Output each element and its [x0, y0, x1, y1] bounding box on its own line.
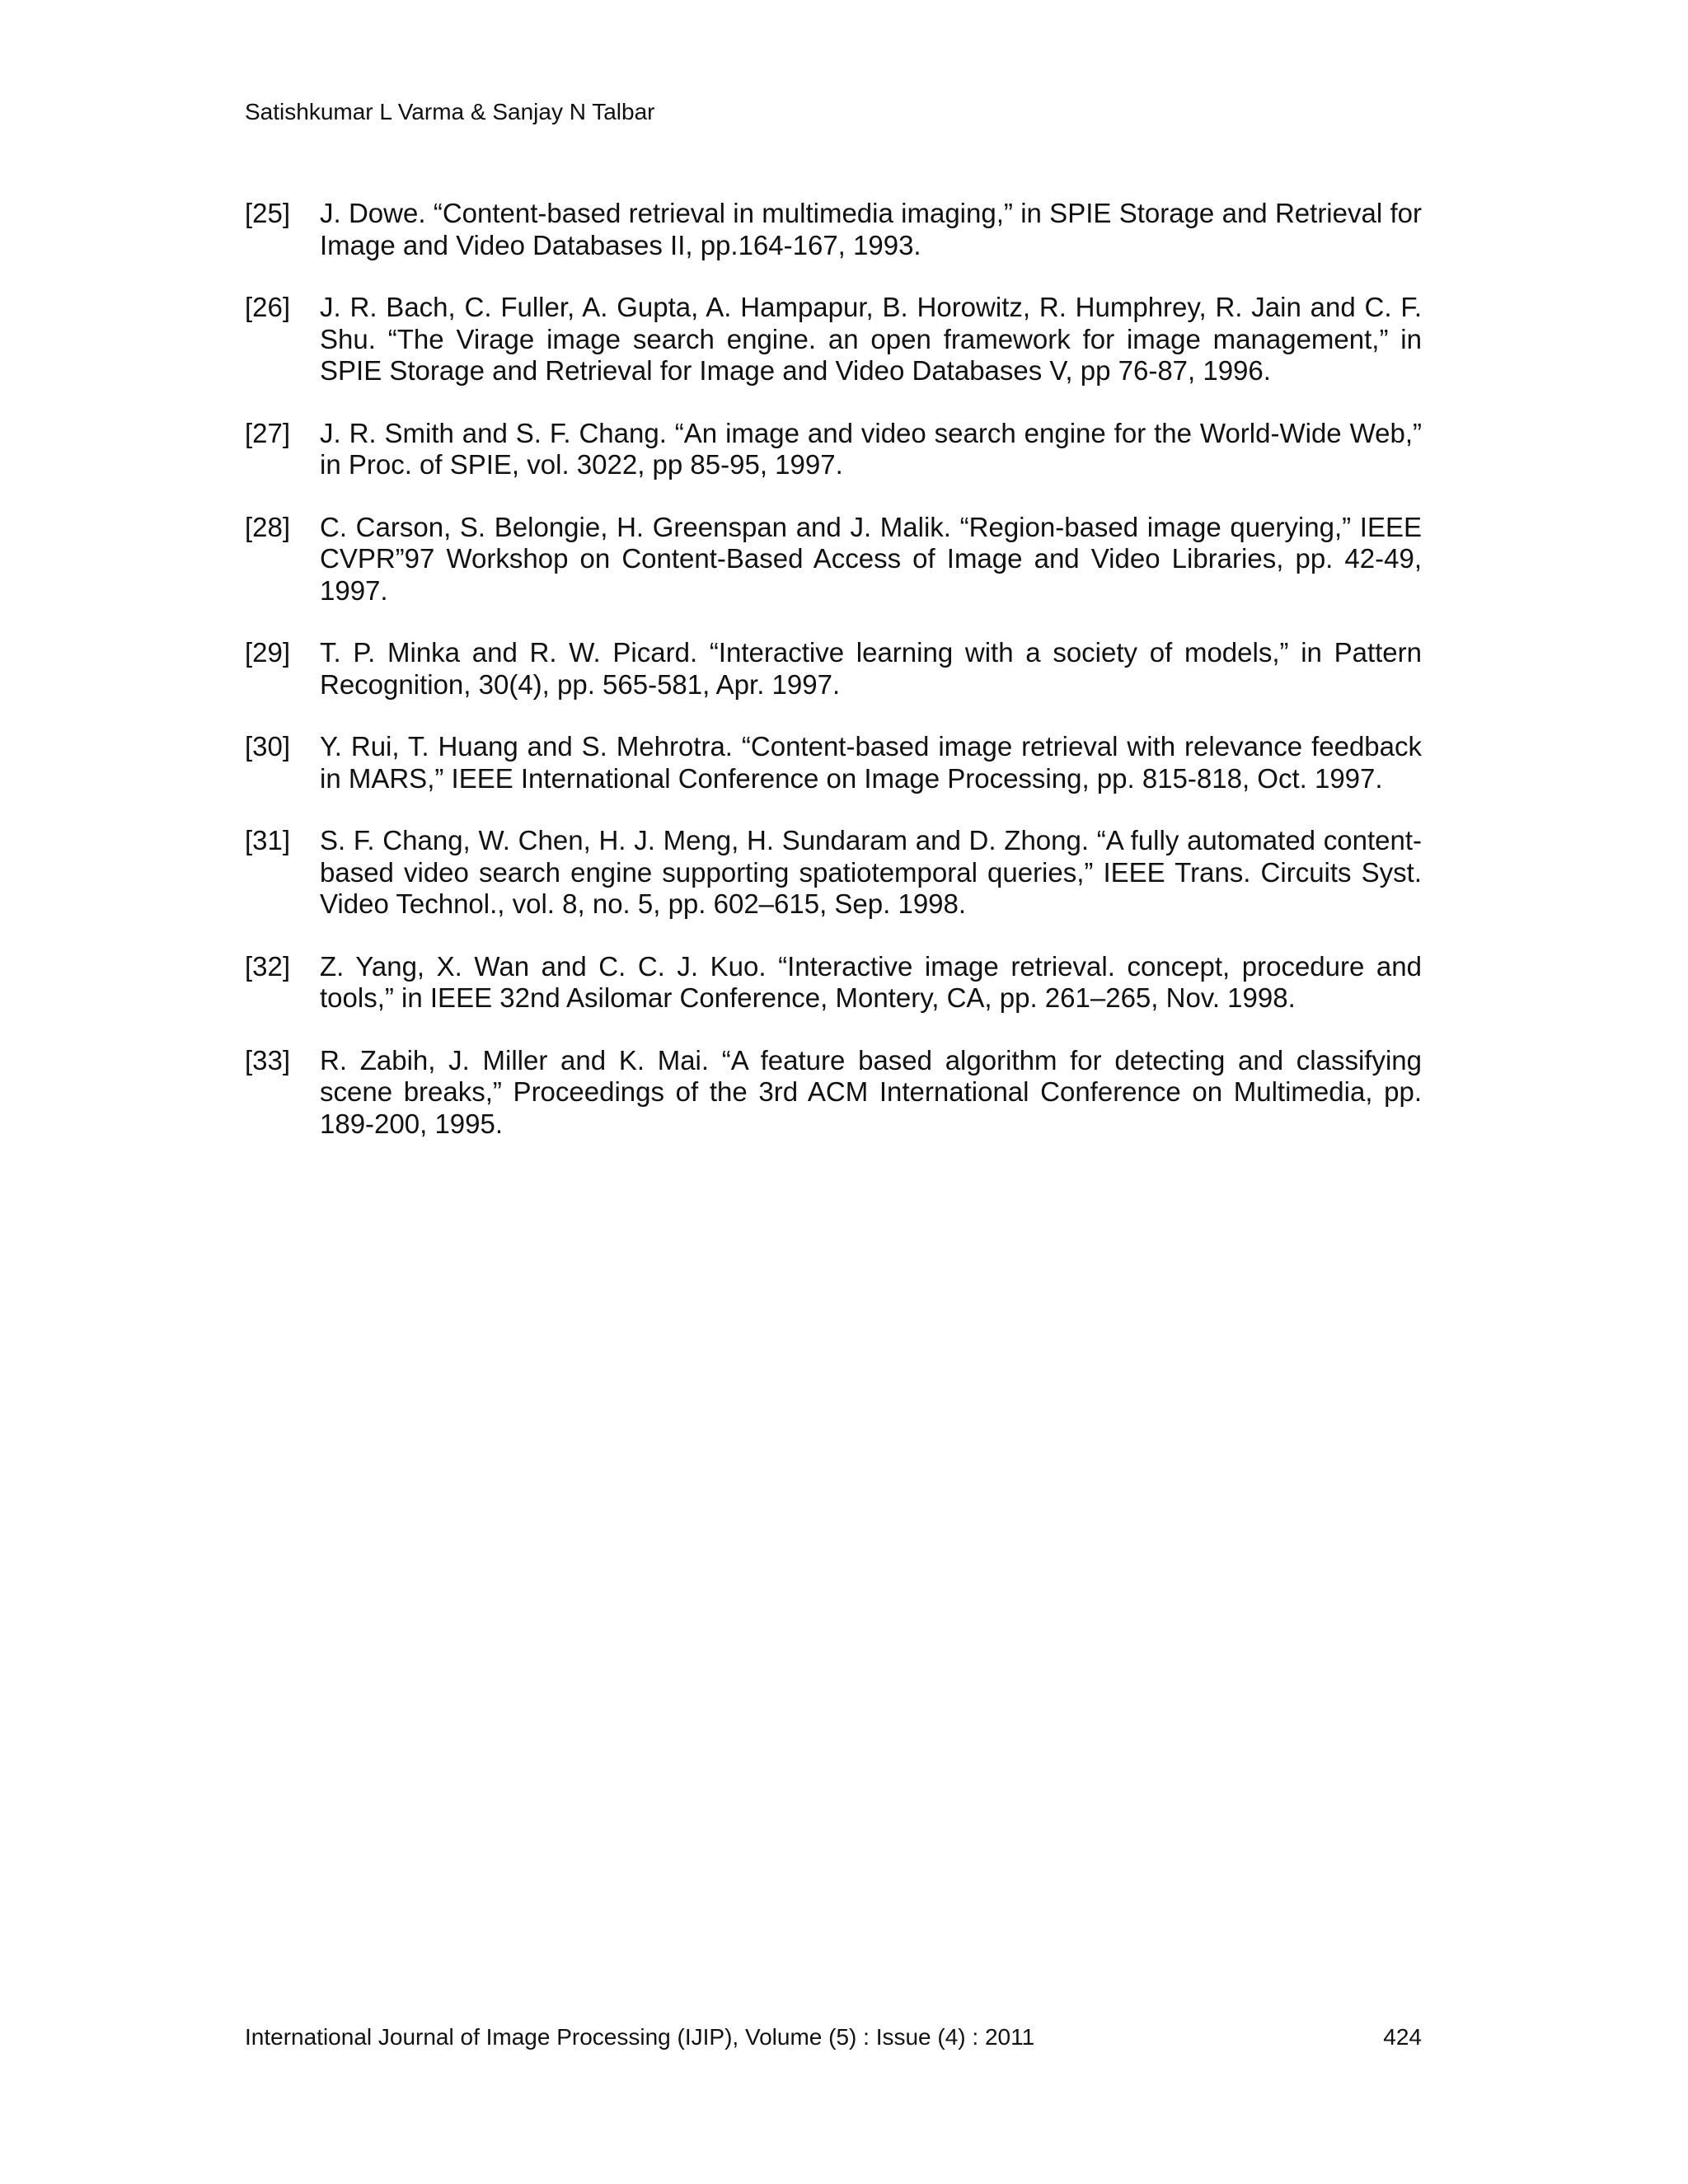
reference-number: [32] [245, 950, 291, 982]
journal-citation: International Journal of Image Processing (IJIP), Volume (5) : Issue (4) : 2011 [245, 2024, 1035, 2050]
reference-number: [31] [245, 825, 291, 855]
reference-text: T. P. Minka and R. W. Picard. “Interactive learning with a society of models,” in Pattern Recognition, 30(4), pp. 565-581, Apr. 1997. [320, 637, 1422, 700]
reference-item [245, 198, 1422, 261]
reference-number: [26] [245, 292, 291, 322]
running-footer [245, 2022, 1422, 2052]
reference-text: J. R. Bach, C. Fuller, A. Gupta, A. Hampapur, B. Horowitz, R. Humphrey, R. Jain and C. F. Shu. “The Virage image search engine. an open framework for image management,” in SPIE Storage and Retrieval for Image and Video Databases V, pp 76-87, 1996. [320, 292, 1422, 386]
reference-text: C. Carson, S. Belongie, H. Greenspan and J. Malik. “Region-based image querying,” IEEE CVPR”97 Workshop on Content-Based Access of Image and Video Libraries, pp. 42-49, 1997. [320, 511, 1422, 606]
reference-number: [30] [245, 731, 291, 762]
reference-item [245, 292, 1422, 387]
reference-item [245, 418, 1422, 481]
reference-number: [27] [245, 417, 291, 448]
reference-number: [25] [245, 198, 291, 228]
reference-number: [28] [245, 511, 291, 542]
reference-item [245, 512, 1422, 607]
running-header: Satishkumar L Varma & Sanjay N Talbar [245, 99, 655, 124]
page-number: 424 [1383, 2024, 1422, 2050]
reference-number: [29] [245, 637, 291, 668]
reference-text: Z. Yang, X. Wan and C. C. J. Kuo. “Interactive image retrieval. concept, procedure and tools,” in IEEE 32nd Asilomar Conference, Montery, CA, pp. 261–265, Nov. 1998. [320, 950, 1422, 1013]
reference-item [245, 825, 1422, 921]
reference-item [245, 731, 1422, 794]
reference-text: S. F. Chang, W. Chen, H. J. Meng, H. Sundaram and D. Zhong. “A fully automated content-based video search engine supporting spatiotemporal queries,” IEEE Trans. Circuits Syst. Video Technol., vol. 8, no. 5, pp. 602–615, Sep. 1998. [320, 825, 1422, 919]
reference-text: Y. Rui, T. Huang and S. Mehrotra. “Content-based image retrieval with relevance feedback in MARS,” IEEE International Conference on Image Processing, pp. 815-818, Oct. 1997. [320, 731, 1422, 794]
reference-item [245, 1045, 1422, 1141]
reference-text: J. R. Smith and S. F. Chang. “An image and video search engine for the World-Wide Web,” in Proc. of SPIE, vol. 3022, pp 85-95, 1997. [320, 417, 1422, 480]
reference-number: [33] [245, 1044, 291, 1076]
reference-text: R. Zabih, J. Miller and K. Mai. “A feature based algorithm for detecting and classifying scene breaks,” Proceedings of the 3rd ACM International Conference on Multimedia, pp. 189-200, 1995. [320, 1044, 1422, 1139]
reference-item [245, 951, 1422, 1015]
reference-list [245, 198, 1422, 1170]
reference-text: J. Dowe. “Content-based retrieval in multimedia imaging,” in SPIE Storage and Retrieval for Image and Video Databases II, pp.164-167, 1993. [320, 198, 1422, 260]
reference-item [245, 637, 1422, 701]
